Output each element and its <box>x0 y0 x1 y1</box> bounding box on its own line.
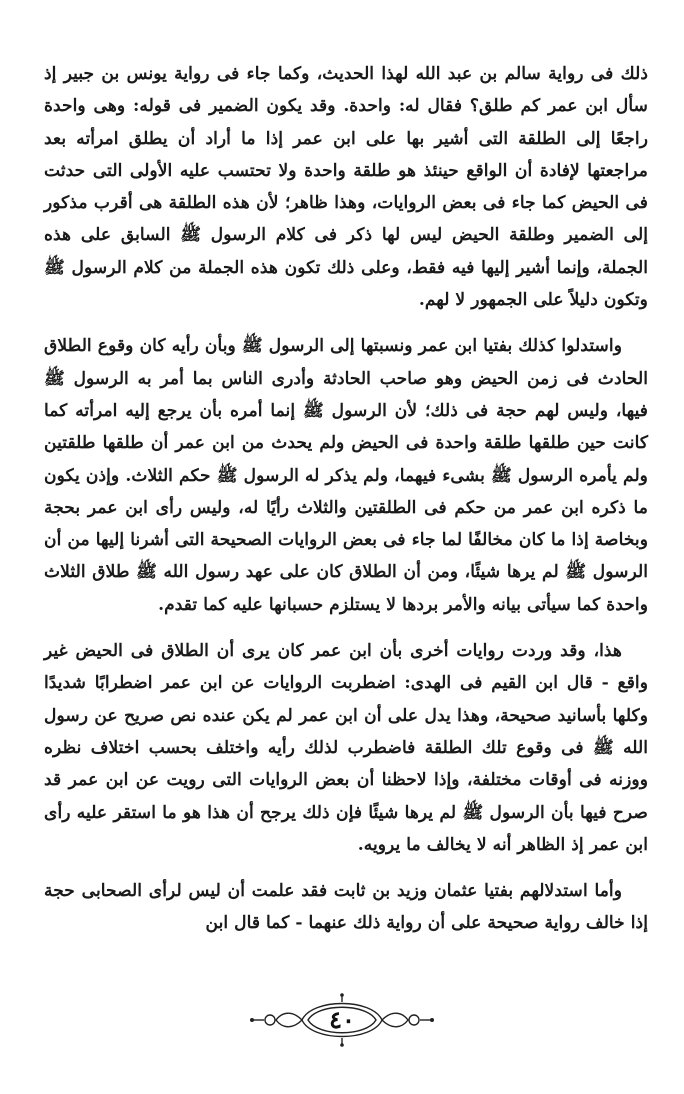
page-number-ornament <box>242 990 442 1050</box>
paragraph-1: ذلك فى رواية سالم بن عبد الله لهذا الحديث، وكما جاء فى رواية يونس بن جبير إذ سأل ابن عمر كم طلق؟ فقال له: واحدة. وقد يكون الضمير فى قوله: وهى واحدة راجعًا إلى الطلقة التى أشير بها على ابن عمر إذا ما أراد أن يطلق امرأته بعد مراجعتها لإفادة أن الواقع حينئذ هو طلقة واحدة ولا تحتسب عليه الأولى التى حدثت فى الحيض كما جاء فى بعض الروايات، وهذا ظاهر؛ لأن هذه الطلقة هى أقرب مذكور إلى الضمير وطلقة الحيض ليس لها ذكر فى كلام الرسول ﷺ السابق على هذه الجملة، وإنما أشير إليها فيه فقط، وعلى ذلك تكون هذه الجملة من كلام الرسول ﷺ وتكون دليلاً على الجمهور لا لهم. <box>44 64 648 311</box>
paragraph-3: هذا، وقد وردت روايات أخرى بأن ابن عمر كان يرى أن الطلاق فى الحيض غير واقع - قال ابن القيم فى الهدى: اضطربت الروايات عن ابن عمر اضطرابًا شديدًا وكلها بأسانيد صحيحة، وهذا يدل على أن ابن عمر لم يكن عنده نص صريح عن رسول الله ﷺ فى وقوع تلك الطلقة فاضطرب لذلك رأيه واختلف بحسب اختلاف نظره ووزنه فى أوقات مختلفة، وإذا لاحظنا أن بعض الروايات التى رويت عن ابن عمر قد صرح فيها بأن الرسول ﷺ لم يرها شيئًا فإن ذلك يرجح أن هذا هو ما استقر عليه رأى ابن عمر إذ الظاهر أنه لا يخالف ما يرويه. <box>44 641 648 855</box>
page-number: ٤٠ <box>329 1005 355 1034</box>
paragraph-4: وأما استدلالهم بفتيا عثمان وزيد بن ثابت فقد علمت أن ليس لرأى الصحابى حجة إذا خالف رواية صحيحة على أن رواية ذلك عنهما - كما قال ابن <box>44 881 648 934</box>
page-body <box>44 58 648 954</box>
paragraph-2: واستدلوا كذلك بفتيا ابن عمر ونسبتها إلى الرسول ﷺ وبأن رأيه كان وقوع الطلاق الحادث فى زمن الحيض وهو صاحب الحادثة وأدرى الناس بما أمر به الرسول ﷺ فيها، وليس لهم حجة فى ذلك؛ لأن الرسول ﷺ إنما أمره بأن يرجع إليه امرأته كما كانت حين طلقها طلقة واحدة فى الحيض ولم يحدث من ابن عمر أن طلقها طلقتين ولم يأمره الرسول ﷺ بشىء فيهما، ولم يذكر له الرسول ﷺ حكم الثلاث. وإذن يكون ما ذكره ابن عمر من حكم فى الطلقتين والثلاث رأيًا له، وليس رأى ابن عمر بحجة وبخاصة إذا ما كان مخالفًا لما جاء فى بعض الروايات الصحيحة التى أشرنا إليها من أن الرسول ﷺ لم يرها شيئًا، ومن أن الطلاق كان على عهد رسول الله ﷺ طلاق الثلاث واحدة كما سيأتى بيانه والأمر بردها لا يستلزم حسبانها عليه كما تقدم. <box>44 336 649 615</box>
